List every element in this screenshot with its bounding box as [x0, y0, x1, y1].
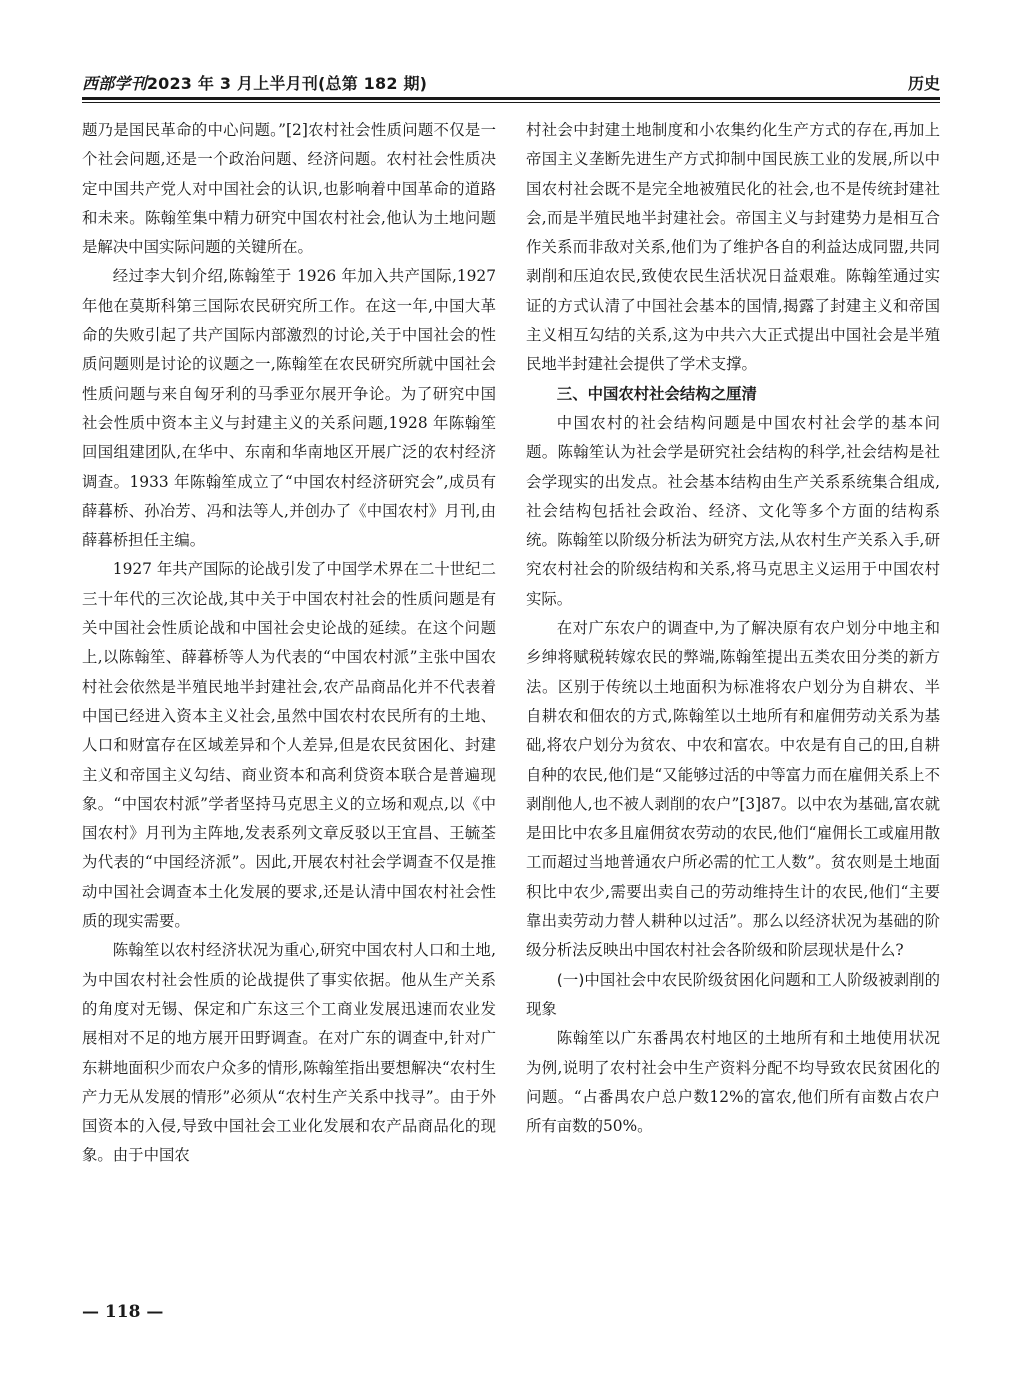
- left-paragraph-2: 经过李大钊介绍,陈翰笙于 1926 年加入共产国际,1927 年他在莫斯科第三国际农民研究所工作。在这一年,中国大革命的失败引起了共产国际内部激烈的讨论,关于中国社会的性质问题则是讨论的议题之一,陈翰笙在农民研究所就中国社会性质问题与来自匈牙利的马季亚尔展开争论。为了研究中国社会性质中资本主义与封建主义的关系问题,1928 年陈翰笙回国组建团队,在华中、东南和华南地区开展广泛的农村经济调查。1933 年陈翰笙成立了“中国农村经济研究会”,成员有薛暮桥、孙冶芳、冯和法等人,并创办了《中国农村》月刊,由薛暮桥担任主编。: [82, 267, 496, 550]
- right-paragraph-3: 在对广东农户的调查中,为了解决原有农户划分中地主和乡绅将赋税转嫁农民的弊端,陈翰笙提出五类农田分类的新方法。区别于传统以土地面积为标准将农户划分为自耕农、半自耕农和佃农的方式,陈翰笙以土地所有和雇佣劳动关系为基础,将农户划分为贫农、中农和富农。中农是有自己的田,自耕自种的农民,他们是“又能够过活的中等富力而在雇佣关系上不剥削他人,也不被人剥削的农户”[3]87。以中农为基础,富农就是田比中农多且雇佣贫农劳动的农民,他们“雇佣长工或雇用散工而超过当地普通农户所必需的忙工人数”。贫农则是土地面积比中农少,需要出卖自己的劳动维持生计的农民,他们“主要靠出卖劳动力替人耕种以过活”。那么以经济状况为基础的阶级分析法反映出中国农村社会各阶级和阶层现状是什么?: [526, 619, 940, 960]
- right-paragraph-2: 中国农村的社会结构问题是中国农村社会学的基本问题。陈翰笙认为社会学是研究社会结构的科学,社会结构是社会学现实的出发点。社会基本结构由生产关系系统集合组成,社会结构包括社会政治、经济、文化等多个方面的结构系统。陈翰笙以阶级分析法为研究方法,从农村生产关系入手,研究农村社会的阶级结构和关系,将马克思主义运用于中国农村实际。: [526, 413, 940, 608]
- left-column: [82, 116, 496, 1171]
- left-paragraph-4: 陈翰笙以农村经济状况为重心,研究中国农村人口和土地,为中国农村社会性质的论战提供了事实依据。他从生产关系的角度对无锡、保定和广东这三个工商业发展迅速而农业发展相对不足的地方展开田野调查。在对广东的调查中,针对广东耕地面积少而农户众多的情形,陈翰笙指出要想解决“农村生产力无从发展的情形”必须从“农村生产关系中找寻”。由于外国资本的入侵,导致中国社会工业化发展和农产品商品化的现象。由于中国农: [82, 941, 496, 1165]
- issue-info: 2023 年 3 月上半月刊(总第 182 期): [146, 74, 428, 93]
- journal-issue-line: [82, 71, 427, 94]
- header-rule-thin: [82, 102, 940, 103]
- right-column: [526, 116, 940, 1141]
- running-header: [82, 72, 940, 94]
- right-paragraph-1: 村社会中封建土地制度和小农集约化生产方式的存在,再加上帝国主义垄断先进生产方式抑制中国民族工业的发展,所以中国农村社会既不是完全地被殖民化的社会,也不是传统封建社会,而是半殖民地半封建社会。帝国主义与封建势力是相互合作关系而非敌对关系,他们为了维护各自的利益达成同盟,共同剥削和压迫农民,致使农民生活状况日益艰难。陈翰笙通过实证的方式认清了中国社会基本的国情,揭露了封建主义和帝国主义相互勾结的关系,这为中共六大正式提出中国社会是半殖民地半封建社会提供了学术支撑。: [526, 121, 940, 374]
- left-paragraph-3: 1927 年共产国际的论战引发了中国学术界在二十世纪二三十年代的三次论战,其中关于中国农村社会的性质问题是有关中国社会性质论战和中国社会史论战的延续。在这个问题上,以陈翰笙、薛暮桥等人为代表的“中国农村派”主张中国农村社会依然是半殖民地半封建社会,农产品商品化并不代表着中国已经进入资本主义社会,虽然中国农村农民所有的土地、人口和财富存在区域差异和个人差异,但是农民贫困化、封建主义和帝国主义勾结、商业资本和高利贷资本联合是普遍现象。“中国农村派”学者坚持马克思主义的立场和观点,以《中国农村》月刊为主阵地,发表系列文章反驳以王宜昌、王毓荃为代表的“中国经济派”。因此,开展农村社会学调查不仅是推动中国社会调查本土化发展的要求,还是认清中国农村社会性质的现实需要。: [82, 560, 496, 931]
- subsection-heading: (一)中国社会中农民阶级贫困化问题和工人阶级被剥削的现象: [526, 970, 940, 1018]
- header-rule-thick: [82, 97, 940, 100]
- right-paragraph-4: 陈翰笙以广东番禺农村地区的土地所有和土地使用状况为例,说明了农村社会中生产资料分配不均导致农民贫困化的问题。“占番禺农户总户数12%的富农,他们所有亩数占农户所有亩数的50%。: [526, 1029, 940, 1136]
- section-name: 历史: [907, 74, 940, 93]
- page-number: — 118 —: [82, 1302, 164, 1322]
- left-paragraph-1: 题乃是国民革命的中心问题。”[2]农村社会性质问题不仅是一个社会问题,还是一个政治问题、经济问题。农村社会性质决定中国共产党人对中国社会的认识,也影响着中国革命的道路和未来。陈翰笙集中精力研究中国农村社会,他认为土地问题是解决中国实际问题的关键所在。: [82, 121, 496, 257]
- section-heading: 三、中国农村社会结构之厘清: [556, 384, 757, 403]
- journal-logo: 西部学刊: [82, 74, 147, 93]
